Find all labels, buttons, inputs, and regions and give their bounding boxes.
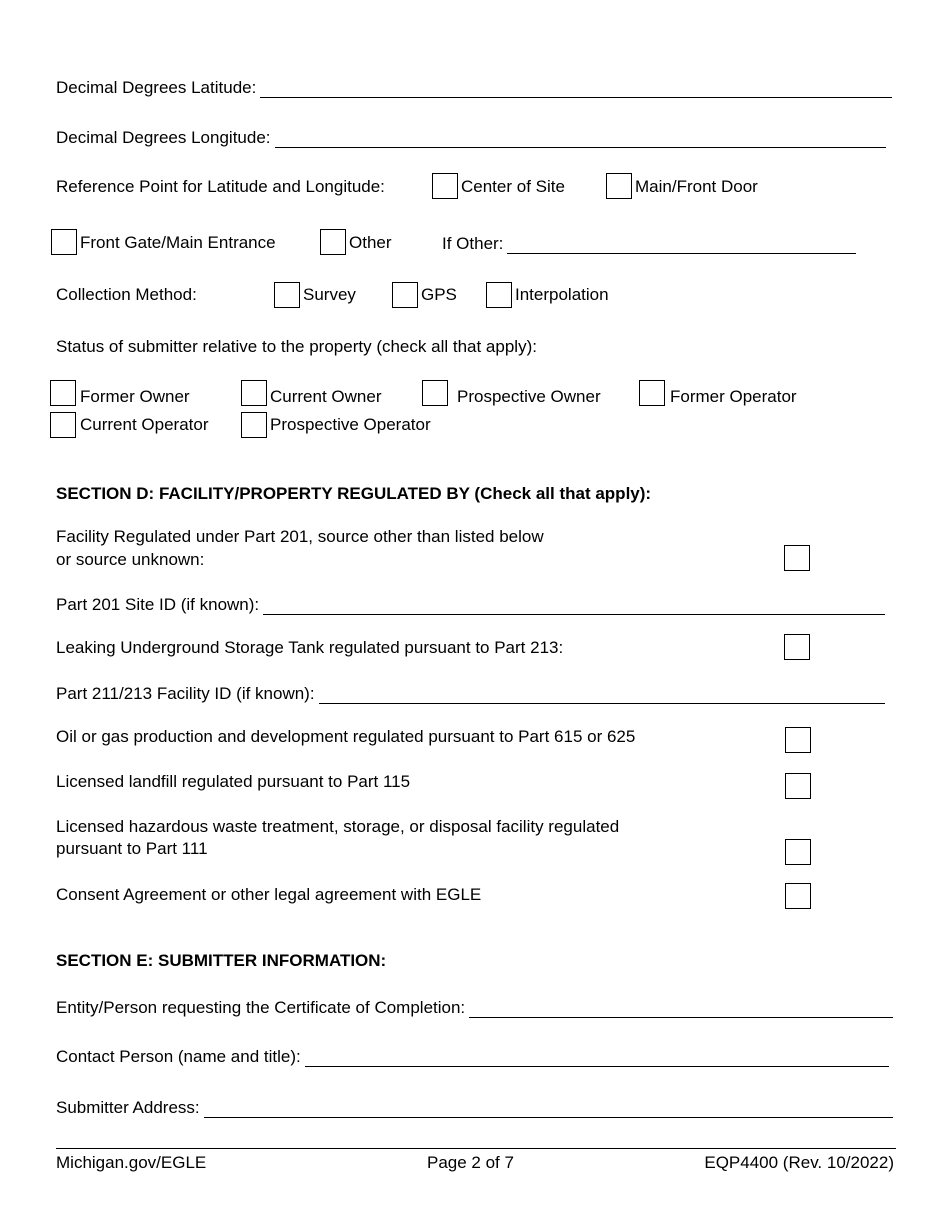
landfill-label: Licensed landfill regulated pursuant to Part 115 <box>56 772 411 791</box>
part211-facility-id-field[interactable] <box>56 682 885 704</box>
current-owner-checkbox[interactable] <box>241 380 267 406</box>
gps-label: GPS <box>421 285 457 304</box>
footer-page-number: Page 2 of 7 <box>427 1153 514 1172</box>
main-front-door-checkbox[interactable] <box>606 173 632 199</box>
interpolation-checkbox[interactable] <box>486 282 512 308</box>
main-front-door-label: Main/Front Door <box>635 177 758 196</box>
latitude-label: Decimal Degrees Latitude: <box>56 78 257 97</box>
if-other-field[interactable] <box>442 232 856 254</box>
collection-method-label: Collection Method: <box>56 285 197 304</box>
submitter-address-field[interactable] <box>56 1096 893 1118</box>
gps-checkbox[interactable] <box>392 282 418 308</box>
reference-point-label: Reference Point for Latitude and Longitude: <box>56 177 385 196</box>
part201-site-id-label: Part 201 Site ID (if known): <box>56 595 260 614</box>
latitude-input-line[interactable] <box>260 79 892 98</box>
prospective-operator-label: Prospective Operator <box>270 415 431 434</box>
front-gate-label: Front Gate/Main Entrance <box>80 233 276 252</box>
entity-person-label: Entity/Person requesting the Certificate of Completion: <box>56 998 466 1017</box>
center-of-site-label: Center of Site <box>461 177 565 196</box>
submitter-address-label: Submitter Address: <box>56 1098 200 1117</box>
longitude-input-line[interactable] <box>275 129 886 148</box>
front-gate-checkbox[interactable] <box>51 229 77 255</box>
part201-label-line1: Facility Regulated under Part 201, source other than listed below <box>56 527 544 546</box>
oil-gas-checkbox[interactable] <box>785 727 811 753</box>
hazardous-waste-label-line1: Licensed hazardous waste treatment, storage, or disposal facility regulated <box>56 817 620 836</box>
part201-site-id-input-line[interactable] <box>263 596 885 615</box>
survey-checkbox[interactable] <box>274 282 300 308</box>
oil-gas-label: Oil or gas production and development regulated pursuant to Part 615 or 625 <box>56 727 636 746</box>
lust-label: Leaking Underground Storage Tank regulated pursuant to Part 213: <box>56 638 564 657</box>
contact-person-label: Contact Person (name and title): <box>56 1047 301 1066</box>
contact-person-field[interactable] <box>56 1045 889 1067</box>
footer-form-number: EQP4400 (Rev. 10/2022) <box>704 1153 894 1172</box>
consent-agreement-checkbox[interactable] <box>785 883 811 909</box>
latitude-field[interactable] <box>56 76 892 98</box>
part201-checkbox[interactable] <box>784 545 810 571</box>
former-owner-label: Former Owner <box>80 387 190 406</box>
contact-person-input-line[interactable] <box>305 1048 889 1067</box>
survey-label: Survey <box>303 285 356 304</box>
current-operator-label: Current Operator <box>80 415 209 434</box>
if-other-input-line[interactable] <box>507 235 856 254</box>
longitude-label: Decimal Degrees Longitude: <box>56 128 271 147</box>
footer-website: Michigan.gov/EGLE <box>56 1153 207 1172</box>
part201-site-id-field[interactable] <box>56 593 885 615</box>
status-prompt: Status of submitter relative to the property (check all that apply): <box>56 337 537 356</box>
current-operator-checkbox[interactable] <box>50 412 76 438</box>
center-of-site-checkbox[interactable] <box>432 173 458 199</box>
hazardous-waste-checkbox[interactable] <box>785 839 811 865</box>
other-label: Other <box>349 233 392 252</box>
prospective-owner-checkbox[interactable] <box>422 380 448 406</box>
submitter-address-input-line[interactable] <box>204 1099 893 1118</box>
if-other-label: If Other: <box>442 234 504 253</box>
entity-person-field[interactable] <box>56 996 893 1018</box>
former-owner-checkbox[interactable] <box>50 380 76 406</box>
former-operator-label: Former Operator <box>670 387 797 406</box>
longitude-field[interactable] <box>56 126 886 148</box>
interpolation-label: Interpolation <box>515 285 609 304</box>
prospective-owner-label: Prospective Owner <box>457 387 601 406</box>
prospective-operator-checkbox[interactable] <box>241 412 267 438</box>
consent-agreement-label: Consent Agreement or other legal agreement with EGLE <box>56 885 482 904</box>
part201-label-line2: or source unknown: <box>56 550 205 569</box>
entity-person-input-line[interactable] <box>469 999 893 1018</box>
footer-divider <box>56 1148 896 1149</box>
part211-facility-id-input-line[interactable] <box>319 685 885 704</box>
section-e-heading: SECTION E: SUBMITTER INFORMATION: <box>56 951 387 970</box>
lust-checkbox[interactable] <box>784 634 810 660</box>
other-checkbox[interactable] <box>320 229 346 255</box>
current-owner-label: Current Owner <box>270 387 382 406</box>
landfill-checkbox[interactable] <box>785 773 811 799</box>
hazardous-waste-label-line2: pursuant to Part 111 <box>56 839 208 858</box>
section-d-heading: SECTION D: FACILITY/PROPERTY REGULATED BY (Check all that apply): <box>56 484 652 503</box>
former-operator-checkbox[interactable] <box>639 380 665 406</box>
part211-facility-id-label: Part 211/213 Facility ID (if known): <box>56 684 315 703</box>
